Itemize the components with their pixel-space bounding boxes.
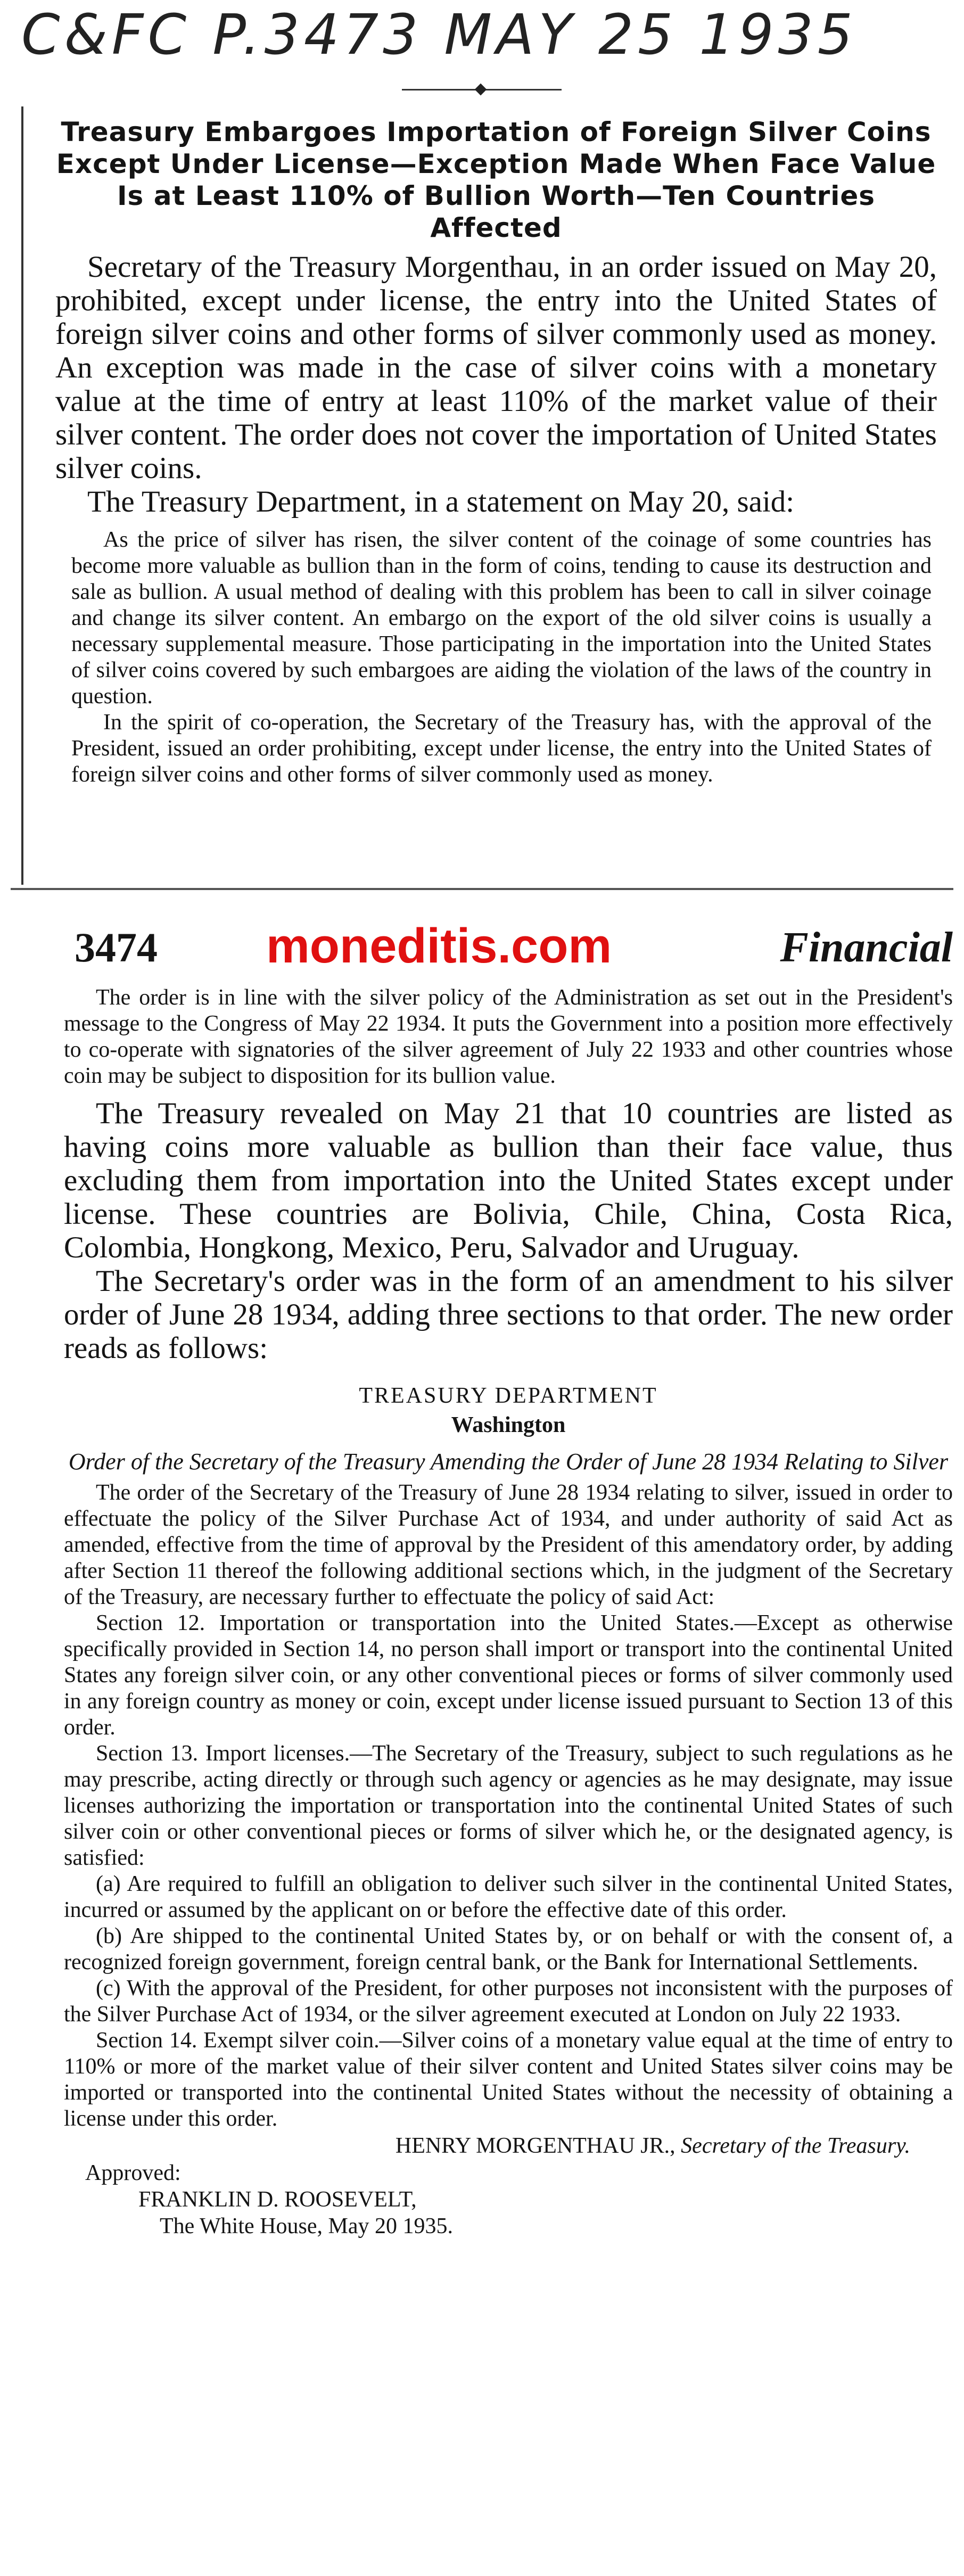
top-clipping bbox=[21, 106, 947, 885]
approver-name: FRANKLIN D. ROOSEVELT, bbox=[138, 2187, 417, 2212]
handwritten-note: C&FC P.3473 MAY 25 1935 bbox=[21, 2, 857, 67]
quote-paragraph-2: In the spirit of co-operation, the Secretary of the Treasury has, with the approval of the President, issued an order prohibiting, except under license, the entry into the United States of foreign silver coins and other forms of silver commonly used as money. bbox=[71, 710, 932, 787]
bottom-clipping bbox=[64, 985, 953, 2561]
article-headline: Treasury Embargoes Importation of Foreign Silver Coins Except Under License—Exception Made When Face Value Is at Least 110% of Bullion Worth—Ten Countries Affected bbox=[56, 117, 936, 243]
order-title: Order of the Secretary of the Treasury Amending the Order of June 28 1934 Relating to Silver bbox=[68, 1449, 949, 1475]
clause-a: (a) Are required to fulfill an obligation to deliver such silver in the continental United States, incurred or assumed by the applicant on or before the effective date of this order. bbox=[64, 1872, 953, 1922]
paragraph-3: The Treasury revealed on May 21 that 10 countries are listed as having coins more valuable as bullion than their face value, thus excluding them from importation into the United States except under license. These countries are Bolivia, Chile, China, Costa Rica, Colombia, Hongkong, Mexico, Peru, Salvador and Uruguay. bbox=[64, 1097, 953, 1264]
signature-name: HENRY MORGENTHAU JR., bbox=[395, 2134, 675, 2158]
section-13: Section 13. Import licenses.—The Secretary of the Treasury, subject to such regulations as he may prescribe, acting directly or through such agency or agencies as he may designate, may issue licenses authorizing the importation or transportation into the continental United States of such silver coin or other conventional pieces or forms of silver which he, or the designated agency, is satisfied: bbox=[64, 1741, 953, 1870]
approval-place-date: The White House, May 20 1935. bbox=[160, 2214, 453, 2238]
section-14: Section 14. Exempt silver coin.—Silver coins of a monetary value equal at the time of entry to 110% or more of the market value of their silver content and United States silver coins may be imported or transported into the continental United States without the necessity of obtaining a license under this order. bbox=[64, 2028, 953, 2131]
signature-title: Secretary of the Treasury. bbox=[681, 2134, 910, 2158]
treasury-statement bbox=[55, 519, 937, 788]
paragraph-2: The Treasury Department, in a statement on May 20, said: bbox=[87, 485, 795, 519]
clause-b: (b) Are shipped to the continental United States by, or on behalf or with the consent of, a recognized foreign government, foreign central bank, or the Bank for International Settlements. bbox=[64, 1924, 953, 1974]
department-heading: TREASURY DEPARTMENT bbox=[359, 1384, 658, 1408]
order-intro: The order of the Secretary of the Treasury of June 28 1934 relating to silver, issued in order to effectuate the policy of the Silver Purchase Act of 1934, and under authority of said Act as amended, effective from the time of approval by the President of this amendatory order, by adding after Section 11 thereof the following additional sections which, in the judgment of the Secretary of the Treasury, are necessary further to effectuate the policy of said Act: bbox=[64, 1480, 953, 1609]
page-header bbox=[64, 918, 953, 977]
signature-line bbox=[64, 2132, 953, 2160]
page-number: 3474 bbox=[75, 924, 158, 970]
section-name: Financial bbox=[780, 924, 953, 971]
diamond-ornament-icon bbox=[475, 84, 487, 96]
paragraph-1: Secretary of the Treasury Morgenthau, in an order issued on May 20, prohibited, except under license, the entry into the United States of foreign silver coins and other forms of silver commonly used as money. An exception was made in the case of silver coins with a monetary value at the time of entry at least 110% of the market value of their silver content. The order does not cover the importation of United States silver coins. bbox=[55, 250, 937, 485]
watermark: moneditis.com bbox=[266, 919, 612, 973]
section-12: Section 12. Importation or transportation into the United States.—Except as otherwise specifically provided in Section 14, no person shall import or transport into the continental United States any foreign silver coin, or any other conventional pieces or forms of silver commonly used in any foreign country as money or coin, except under license issued pursuant to Section 13 of this order. bbox=[64, 1611, 953, 1740]
ornamental-rule bbox=[402, 84, 562, 95]
city-heading: Washington bbox=[451, 1413, 566, 1437]
quote-paragraph-3: The order is in line with the silver policy of the Administration as set out in the President's message to the Congress of May 22 1934. It puts the Government into a position more effectively to co-operate with signatories of the silver agreement of July 22 1933 and other countries whose coin may be subject to disposition for its bullion value. bbox=[64, 985, 953, 1088]
paragraph-4: The Secretary's order was in the form of an amendment to his silver order of June 28 1934, adding three sections to that order. The new order reads as follows: bbox=[64, 1264, 953, 1365]
clause-c: (c) With the approval of the President, for other purposes not inconsistent with the purposes of the Silver Purchase Act of 1934, or the silver agreement executed at London on July 22 1933. bbox=[64, 1976, 953, 2027]
quote-paragraph-1: As the price of silver has risen, the silver content of the coinage of some countries has become more valuable as bullion than in the form of coins, tending to cause its destruction and sale as bullion. A usual method of dealing with this problem has been to call in silver coinage and change its silver content. An embargo on the export of the old silver coins is usually a necessary supplemental measure. Those participating in the importation into the United States of silver coins covered by such embargoes are aiding the violation of the laws of the country in question. bbox=[71, 528, 932, 709]
clipping-divider bbox=[11, 888, 953, 890]
approved-label: Approved: bbox=[85, 2161, 181, 2185]
